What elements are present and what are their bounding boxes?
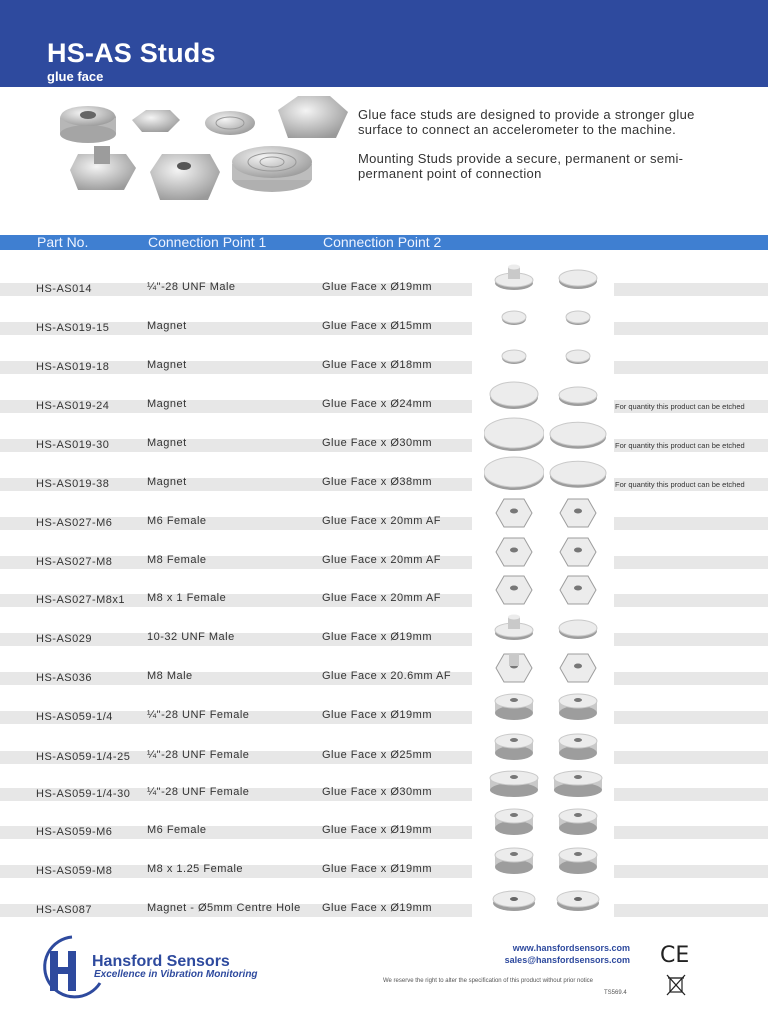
cell-part-no: HS-AS027-M8x1: [36, 594, 126, 606]
intro-paragraph-1: Glue face studs are designed to provide a stronger glue surface to connect an accelerometer to the machine.: [358, 107, 695, 137]
cell-part-no: HS-AS059-M8: [36, 865, 113, 877]
product-thumbnail: [484, 839, 544, 879]
product-thumbnail: [484, 685, 544, 725]
brand-name: Hansford Sensors: [92, 953, 230, 970]
cell-connection-point-2: Glue Face x Ø25mm: [322, 749, 432, 761]
cell-connection-point-1: Magnet: [147, 359, 187, 371]
cell-connection-point-1: M8 Male: [147, 670, 193, 682]
table-row: [0, 607, 768, 646]
header-part-no: Part No.: [37, 234, 89, 250]
cell-connection-point-2: Glue Face x Ø19mm: [322, 902, 432, 914]
product-thumbnail: [484, 646, 544, 686]
document-code: TS569.4: [604, 990, 627, 996]
product-thumbnail: [548, 646, 608, 686]
product-thumbnail: [484, 725, 544, 765]
product-thumbnail: [484, 374, 544, 414]
cell-part-no: HS-AS014: [36, 283, 92, 295]
table-row: [0, 530, 768, 569]
table-row: [0, 257, 768, 296]
product-thumbnail: [484, 296, 544, 336]
header-connection-point-1: Connection Point 1: [148, 234, 267, 250]
cell-connection-point-2: Glue Face x Ø19mm: [322, 709, 432, 721]
cell-connection-point-1: M8 x 1.25 Female: [147, 863, 244, 875]
cell-connection-point-2: Glue Face x Ø38mm: [322, 476, 432, 488]
etching-note: For quantity this product can be etched: [615, 441, 745, 450]
cell-connection-point-1: Magnet: [147, 320, 187, 332]
row-stripe: [614, 283, 768, 296]
table-row: [0, 685, 768, 724]
product-thumbnail: [548, 685, 608, 725]
brand-tagline: Excellence in Vibration Monitoring: [94, 969, 258, 980]
product-thumbnail: [548, 800, 608, 840]
cell-part-no: HS-AS019-18: [36, 361, 110, 373]
intro-paragraph-2: Mounting Studs provide a secure, permanent or semi-permanent point of connection: [358, 151, 684, 181]
ce-mark: CE: [660, 943, 690, 968]
cell-part-no: HS-AS087: [36, 904, 92, 916]
cell-part-no: HS-AS036: [36, 672, 92, 684]
cell-part-no: HS-AS019-30: [36, 439, 110, 451]
row-stripe: [614, 826, 768, 839]
cell-part-no: HS-AS019-15: [36, 322, 110, 334]
cell-connection-point-1: Magnet: [147, 398, 187, 410]
cell-connection-point-1: ¼"-28 UNF Female: [147, 709, 250, 721]
cell-connection-point-2: Glue Face x Ø24mm: [322, 398, 432, 410]
table-row: [0, 452, 768, 491]
cell-part-no: HS-AS059-M6: [36, 826, 113, 838]
page-title: HS-AS Studs: [47, 38, 216, 68]
product-group-image: [50, 90, 350, 220]
cell-connection-point-2: Glue Face x 20mm AF: [322, 592, 441, 604]
product-thumbnail: [484, 257, 544, 297]
cell-connection-point-1: ¼"-28 UNF Male: [147, 281, 236, 293]
weee-bin-icon: [665, 973, 687, 997]
table-row: [0, 839, 768, 878]
product-thumbnail: [548, 374, 608, 414]
product-thumbnail: [484, 452, 544, 492]
product-thumbnail: [548, 257, 608, 297]
product-thumbnail: [484, 413, 544, 453]
cell-connection-point-1: M6 Female: [147, 515, 207, 527]
cell-connection-point-2: Glue Face x Ø19mm: [322, 281, 432, 293]
row-stripe: [614, 672, 768, 685]
product-thumbnail: [548, 452, 608, 492]
cell-connection-point-1: 10-32 UNF Male: [147, 631, 235, 643]
cell-connection-point-1: M8 x 1 Female: [147, 592, 227, 604]
row-stripe: [614, 594, 768, 607]
product-thumbnail: [484, 800, 544, 840]
etching-note: For quantity this product can be etched: [615, 480, 745, 489]
table-row: [0, 491, 768, 530]
row-stripe: [614, 711, 768, 724]
cell-part-no: HS-AS027-M8: [36, 556, 113, 568]
product-thumbnail: [548, 878, 608, 918]
cell-connection-point-1: ¼"-28 UNF Female: [147, 749, 250, 761]
product-thumbnail: [484, 491, 544, 531]
product-thumbnail: [548, 607, 608, 647]
cell-connection-point-2: Glue Face x Ø19mm: [322, 631, 432, 643]
cell-part-no: HS-AS059-1/4-25: [36, 751, 131, 763]
page-subtitle: glue face: [47, 69, 104, 84]
cell-part-no: HS-AS027-M6: [36, 517, 113, 529]
row-stripe: [614, 322, 768, 335]
header-connection-point-2: Connection Point 2: [323, 234, 442, 250]
product-thumbnail: [548, 725, 608, 765]
table-row: [0, 335, 768, 374]
cell-connection-point-2: Glue Face x Ø15mm: [322, 320, 432, 332]
product-thumbnail: [548, 762, 608, 802]
email-link[interactable]: sales@hansfordsensors.com: [504, 955, 630, 965]
table-row: [0, 568, 768, 607]
product-thumbnail: [484, 762, 544, 802]
cell-connection-point-1: Magnet - Ø5mm Centre Hole: [147, 902, 301, 914]
disclaimer: We reserve the right to alter the specification of this product without prior notice: [383, 978, 593, 984]
cell-connection-point-1: ¼"-28 UNF Female: [147, 786, 250, 798]
cell-connection-point-1: M6 Female: [147, 824, 207, 836]
table-row: [0, 646, 768, 685]
product-thumbnail: [548, 568, 608, 608]
intro-text: [358, 108, 728, 196]
row-stripe: [614, 361, 768, 374]
cell-connection-point-2: Glue Face x Ø30mm: [322, 786, 432, 798]
cell-connection-point-2: Glue Face x 20.6mm AF: [322, 670, 452, 682]
table-row: [0, 878, 768, 917]
table-row: [0, 762, 768, 801]
website-link[interactable]: www.hansfordsensors.com: [512, 943, 630, 953]
cell-part-no: HS-AS019-38: [36, 478, 110, 490]
row-stripe: [614, 865, 768, 878]
cell-connection-point-2: Glue Face x Ø19mm: [322, 824, 432, 836]
table-row: [0, 725, 768, 764]
table-row: [0, 413, 768, 452]
table-row: [0, 374, 768, 413]
cell-part-no: HS-AS059-1/4: [36, 711, 113, 723]
page-header: [0, 0, 768, 87]
table-row: [0, 800, 768, 839]
product-thumbnail: [548, 335, 608, 375]
cell-connection-point-1: Magnet: [147, 476, 187, 488]
product-thumbnail: [548, 413, 608, 453]
cell-part-no: HS-AS059-1/4-30: [36, 788, 131, 800]
product-thumbnail: [548, 530, 608, 570]
product-thumbnail: [484, 335, 544, 375]
cell-connection-point-1: Magnet: [147, 437, 187, 449]
table-row: [0, 296, 768, 335]
product-thumbnail: [484, 607, 544, 647]
product-thumbnail: [548, 491, 608, 531]
cell-connection-point-1: M8 Female: [147, 554, 207, 566]
cell-part-no: HS-AS029: [36, 633, 92, 645]
product-thumbnail: [548, 839, 608, 879]
product-thumbnail: [484, 878, 544, 918]
etching-note: For quantity this product can be etched: [615, 402, 745, 411]
row-stripe: [614, 904, 768, 917]
product-thumbnail: [484, 530, 544, 570]
cell-connection-point-2: Glue Face x 20mm AF: [322, 554, 441, 566]
product-thumbnail: [484, 568, 544, 608]
cell-connection-point-2: Glue Face x Ø30mm: [322, 437, 432, 449]
row-stripe: [614, 633, 768, 646]
cell-connection-point-2: Glue Face x 20mm AF: [322, 515, 441, 527]
cell-connection-point-2: Glue Face x Ø19mm: [322, 863, 432, 875]
row-stripe: [614, 517, 768, 530]
cell-part-no: HS-AS019-24: [36, 400, 110, 412]
product-thumbnail: [548, 296, 608, 336]
cell-connection-point-2: Glue Face x Ø18mm: [322, 359, 432, 371]
